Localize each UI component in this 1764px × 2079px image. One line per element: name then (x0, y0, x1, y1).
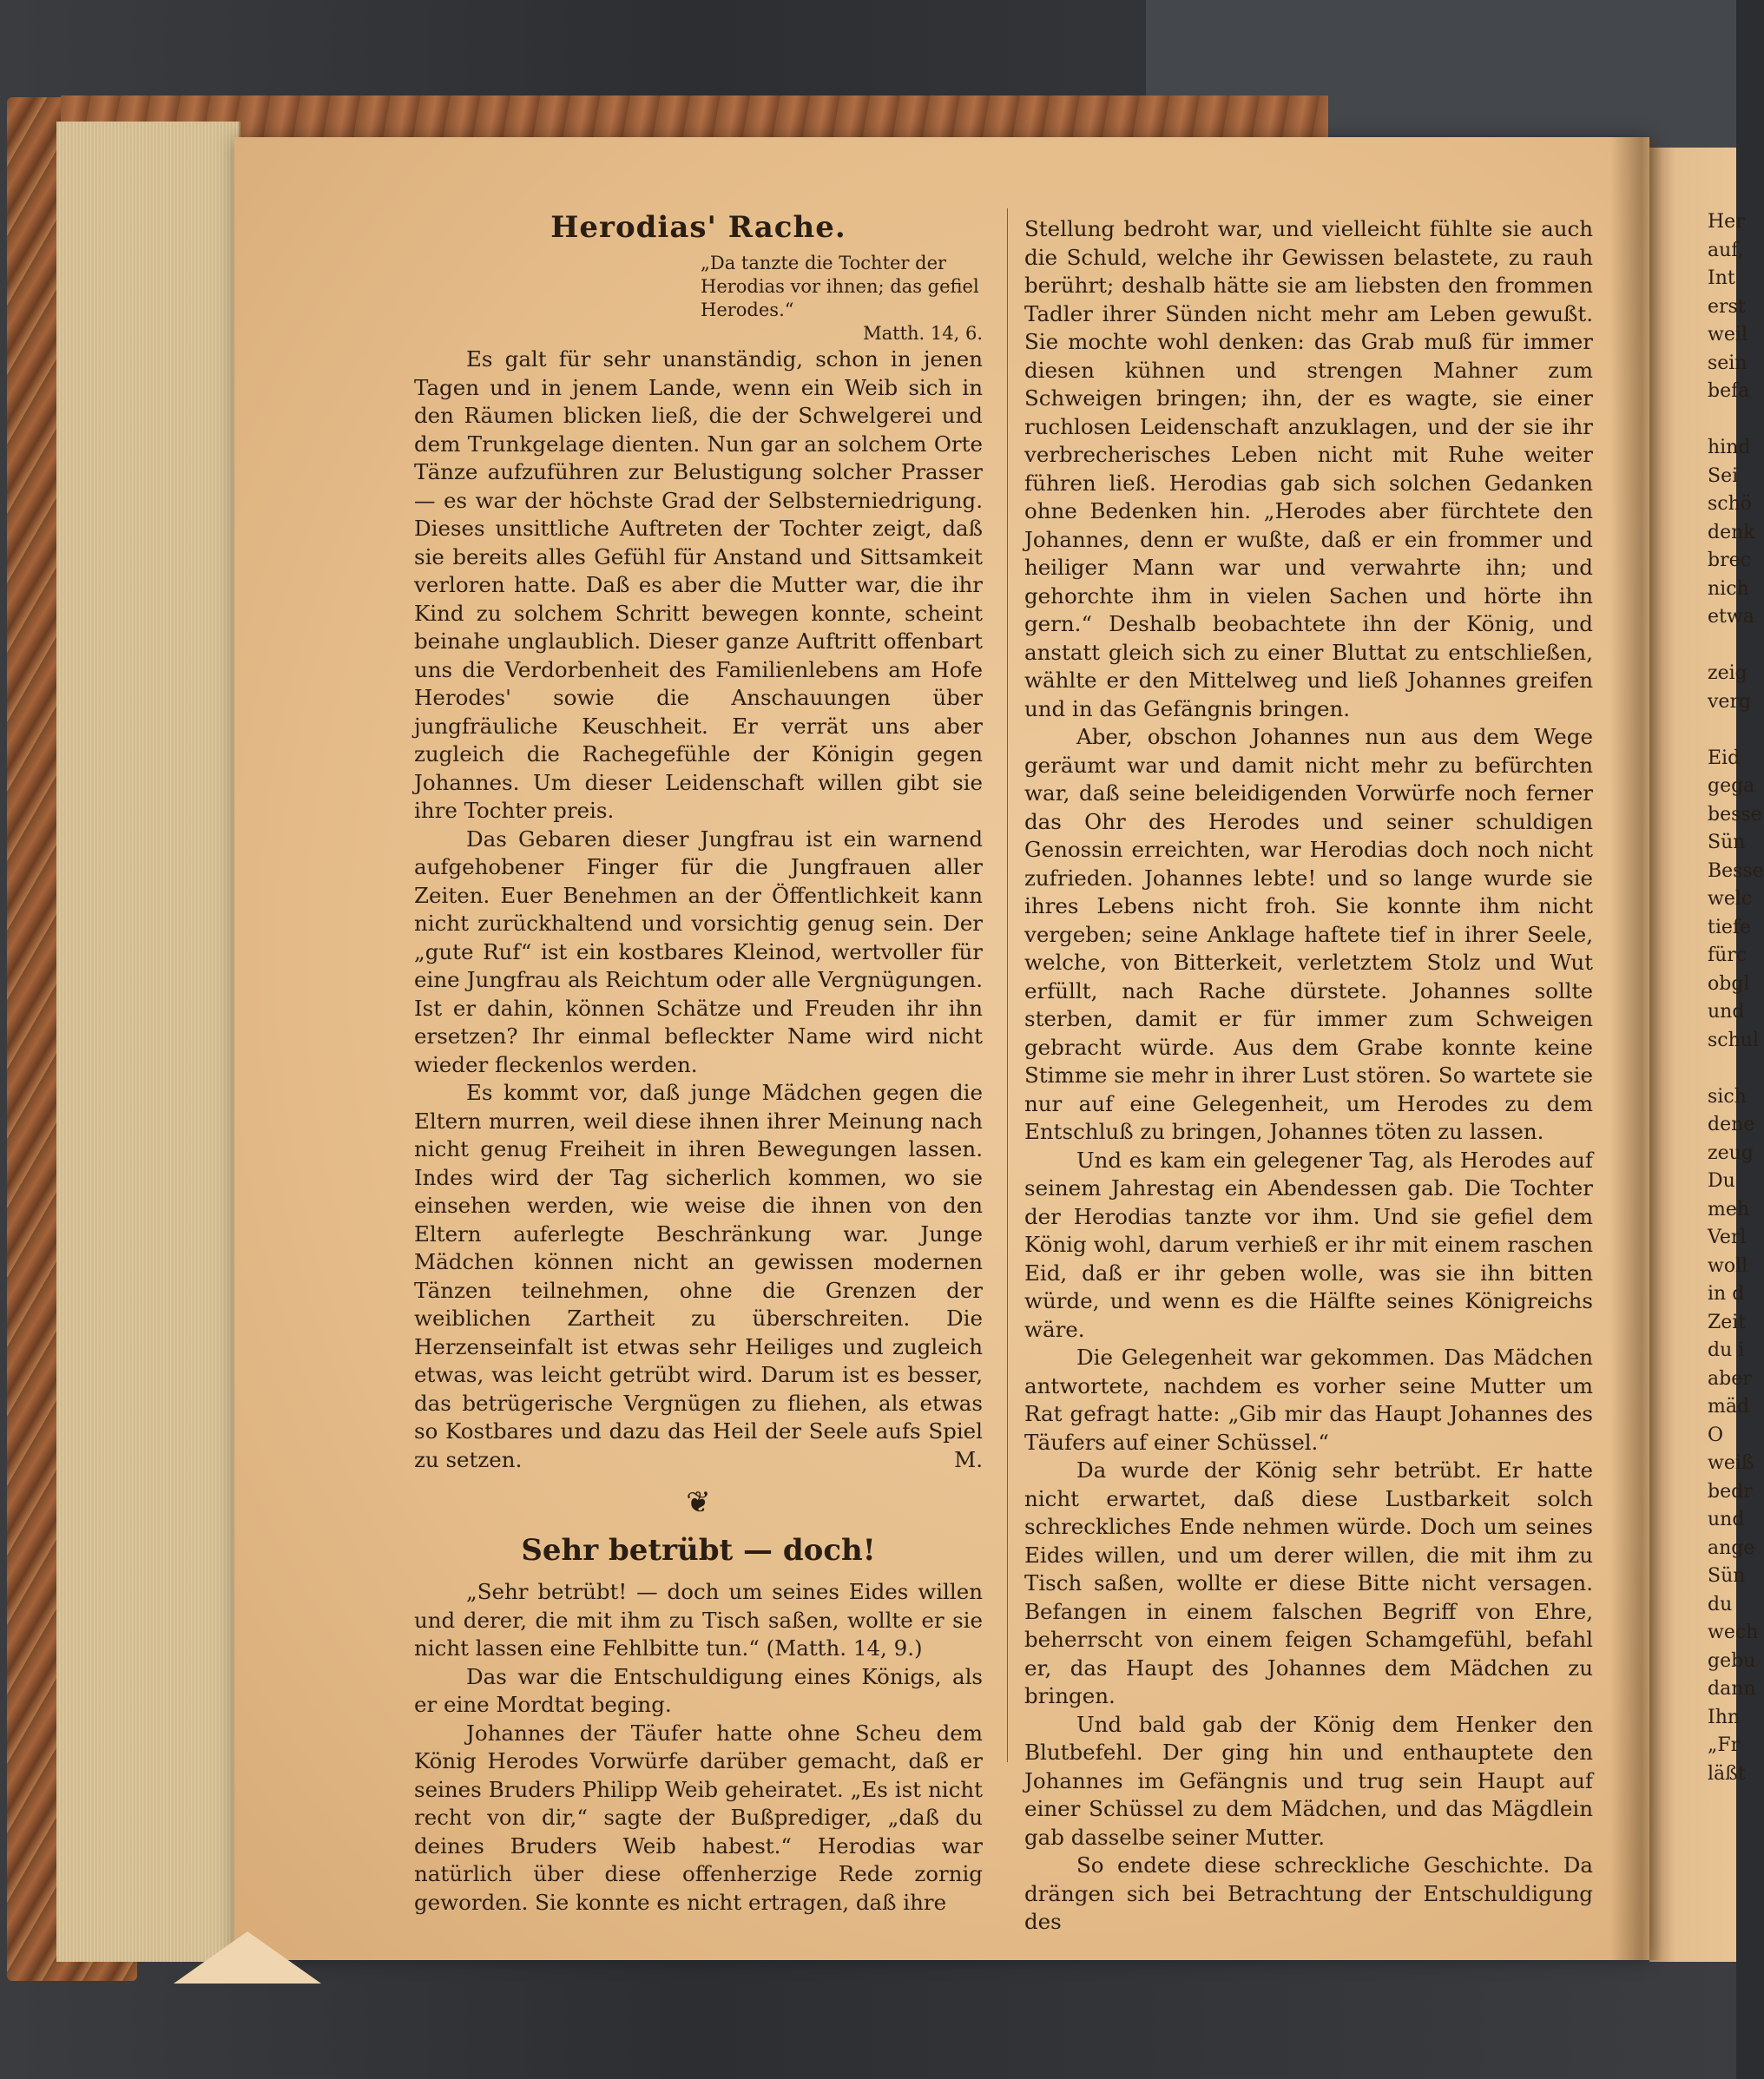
paragraph: Und es kam ein gelegener Tag, als Herodes auf seinem Jahrestag ein Abendessen gab. Die Tochter der Herodias tanzte vor ihm. Und sie gefiel dem König wohl, darum verhieß er ihr mit einem raschen Eid, daß er ihr geben wolle, was sie ihn bitten würde, und wenn es die Hälfte seines Königreichs wäre. (1024, 1147, 1593, 1342)
paragraph: Und bald gab der König dem Henker den Blutbefehl. Der ging hin und enthauptete den Johannes im Gefängnis und trug sein Haupt auf einer Schüssel zu dem Mädchen, und das Mägdlein gab dasselbe seiner Mutter. (1024, 1711, 1593, 1850)
facing-page-fragment: Sei (1708, 464, 1739, 487)
facing-page-fragment: besse (1708, 803, 1762, 826)
facing-page-fragment: auf, (1708, 239, 1744, 261)
facing-page-fragment: fürc (1708, 944, 1748, 966)
facing-page-fragment: „Fr (1708, 1734, 1741, 1756)
facing-page-fragment: ange (1708, 1536, 1755, 1559)
paragraph: „Sehr betrübt! — doch um seines Eides willen und derer, die mit ihm zu Tisch saßen, wollte er sie nicht lassen eine Fehlbitte tun.“ (Matth. 14, 9.) (414, 1579, 983, 1661)
facing-page-fragment: läßt (1708, 1762, 1746, 1785)
facing-page-fragment: schö (1708, 493, 1753, 515)
facing-page-fragment: dene (1708, 1114, 1755, 1135)
facing-page-fragment: sich (1708, 1085, 1747, 1108)
facing-page-fragment (1708, 1055, 1736, 1083)
facing-page-fragment: weil (1708, 324, 1748, 345)
facing-page-fragment: Besse (1708, 859, 1764, 882)
paragraph: Da wurde der König sehr betrübt. Er hatte nicht erwartet, daß diese Lustbarkeit solch schreckliches Ende nehmen würde. Doch um seines Eides willen, und um derer willen, die mit ihm zu Tisch saßen, wollte er diese Bitte nicht versagen. Befangen in einem falschen Begriff von Ehre, beherrscht von einem feigen Schamgefühl, befahl er, das Haupt des Johannes dem Mädchen zu bringen. (1024, 1457, 1593, 1708)
facing-page-fragment: Her (1708, 211, 1745, 233)
facing-page-fragment: Du (1708, 1170, 1735, 1192)
facing-page-fragment: Eid (1708, 747, 1741, 769)
facing-page-text-fragments (1708, 208, 1764, 1788)
paragraph: Es galt für sehr unanständig, schon in jenen Tagen und in jenem Lande, wenn ein Weib sich in den Räumen blicken ließ, die der Schwelgerei und dem Trunkgelage dienten. Nun gar an solchem Orte Tänze aufzuführen zur Belustigung solcher Prasser — es war der höchste Grad der Selbsterniedrigung. Dieses unsittliche Auftreten der Tochter zeigt, daß sie bereits alles Gefühl für Anstand und Sittsamkeit verloren hatte. Daß es aber die Mutter war, die ihr Kind zu solchem Schritt bewegen konnte, scheint beinahe unglaublich. Dieser ganze Auftritt offenbart uns die Verdorbenheit des Familienlebens am Hofe Herodes' sowie die Anschauungen über jungfräuliche Keuschheit. Er verrät uns aber zugleich die Rachegefühle der Königin gegen Johannes. Um dieser Leidenschaft willen gibt sie ihre Tochter preis. (414, 346, 983, 823)
facing-page-fragment: meh (1708, 1198, 1750, 1220)
facing-page-fragment: zeig (1708, 662, 1748, 684)
paragraph: Das Gebaren dieser Jungfrau ist ein warnend aufgehobener Finger für die Jungfrauen aller Zeiten. Euer Benehmen an der Öffentlichkeit kann nicht zurückhaltend und vorsichtig genug sein. Der „gute Ruf“ ist ein kostbares Kleinod, wertvoller für eine Jungfrau als Reichtum oder alle Vergnügungen. Ist er dahin, können Schätze und Freuden ihr ihn ersetzen? Ihr einmal befleckter Name wird nicht wieder fleckenlos werden. (414, 826, 983, 1077)
facing-page-fragment: erst (1708, 295, 1746, 318)
facing-page-fragment: Ihn (1708, 1706, 1741, 1728)
paragraph: Aber, obschon Johannes nun aus dem Wege geräumt war und damit nicht mehr zu befürchten war, daß seine beleidigenden Vorwürfe noch ferner das Ohr des Herodes und seiner schuldigen Genossin erreichten, war Herodias doch noch nicht zufrieden. Johannes lebte! und so lange wurde sie ihres Lebens nicht froh. Sie konnte ihm nicht vergeben; seine Anklage haftete tief in ihrer Seele, welche, von Bitterkeit, verletztem Stolz und Wut erfüllt, nach Rache dürstete. Johannes sollte sterben, damit er für immer zum Schweigen gebracht würde. Aus dem Grabe konnte keine Stimme sie mehr in ihrer Lust stören. So wartete sie nur auf eine Gelegenheit, um Herodes zu dem Entschluß zu bringen, Johannes töten zu lassen. (1024, 724, 1593, 1144)
book-gutter (1610, 137, 1662, 1960)
facing-page-fragment: etwa (1708, 606, 1754, 628)
facing-page-fragment: Sün (1708, 832, 1746, 853)
facing-page-fragment: Zeit (1708, 1311, 1747, 1333)
paragraph: Stellung bedroht war, und vielleicht fühlte sie auch die Schuld, welche ihr Gewissen belastete, zu rauh berührt; deshalb hätte sie am liebsten den frommen Tadler ihrer Sünden nicht mehr am Leben gewußt. Sie mochte wohl denken: das Grab muß für immer diesen kühnen und strengen Mahner zum Schweigen bringen; ihn, der es wagte, sie einer ruchlosen Leidenschaft anzuklagen, und der sie ihr verbrecherisches Leben nicht mit Ruhe weiter führen ließ. Herodias gab sich solchen Gedanken ohne Bedenken hin. „Herodes aber fürchtete den Johannes, denn er wußte, daß er ein frommer und heiliger Mann war und verwahrte ihn; und gehorchte ihm in vielen Sachen und hörte ihn gern.“ Deshalb beobachtete ihn der König, und anstatt gleich sich zu einer Bluttat zu entschließen, wählte er den Mittelweg und ließ Johannes greifen und in das Gefängnis bringen. (1024, 216, 1593, 721)
article-title-betruebt: Sehr betrübt — doch! (521, 1533, 876, 1568)
facing-page-fragment: nich (1708, 577, 1749, 600)
facing-page-fragment: und (1708, 1509, 1745, 1530)
ornament-icon: ❦ (686, 1485, 711, 1520)
facing-page-fragment: welc (1708, 888, 1753, 910)
facing-page-fragment: sein (1708, 352, 1748, 374)
facing-page-fragment: gega (1708, 775, 1755, 797)
facing-page-fragment: denk (1708, 521, 1755, 543)
paragraph (414, 1079, 983, 1474)
facing-page-fragment (1708, 632, 1736, 661)
facing-page-fragment: Sün (1708, 1565, 1746, 1587)
facing-page-fragment: O (1708, 1424, 1724, 1446)
facing-page-fragment: Int (1708, 267, 1735, 289)
page-edges (56, 122, 240, 1962)
facing-page-fragment: aber (1708, 1367, 1752, 1390)
page-corner-tab (174, 1931, 321, 1984)
facing-page-fragment: wech (1708, 1622, 1759, 1643)
motto-reference: Matth. 14, 6. (863, 323, 983, 344)
facing-page-fragment: in d (1708, 1283, 1745, 1305)
facing-page-fragment: verg (1708, 690, 1752, 713)
facing-page-fragment: zeug (1708, 1141, 1754, 1164)
facing-page-fragment: dann (1708, 1678, 1756, 1700)
facing-page-fragment: Verl (1708, 1227, 1747, 1248)
facing-page-fragment: tiefe (1708, 916, 1752, 938)
book-cover-top (61, 95, 1328, 139)
facing-page-fragment: mäd (1708, 1396, 1750, 1418)
facing-page-fragment: brec (1708, 549, 1751, 571)
paragraph-text: Es kommt vor, daß junge Mädchen gegen die Eltern murren, weil diese ihnen ihrer Meinung nach nicht genug Freiheit in ihren Bewegungen lassen. Indes wird der Tag sicherlich kommen, wo sie einsehen werden, wie weise die ihnen von den Eltern auferlegte Beschränkung war. Junge Mädchen können nicht an gewissen modernen Tänzen teilnehmen, ohne die Grenzen der weiblichen Zartheit zu überschreiten. Die Herzenseinfalt ist etwas sehr Heiliges und zugleich etwas, was leicht getrübt wird. Darum ist es besser, das betrügerische Vergnügen zu fliehen, als etwas so Kostbares und dazu das Heil der Seele aufs Spiel zu setzen. (414, 1080, 983, 1472)
facing-page-fragment: du (1708, 1593, 1733, 1615)
right-column (1024, 215, 1593, 1937)
paragraph: Johannes der Täufer hatte ohne Scheu dem König Herodes Vorwürfe darüber gemacht, daß er seines Bruders Philipp Weib geheiratet. „Es ist nicht recht von dir,“ sagte der Bußprediger, „daß du deines Bruders Weib habest.“ Herodias war natürlich über diese offenherzige Rede zornig geworden. Sie konnte es nicht ertragen, daß ihre (414, 1720, 983, 1915)
facing-page-fragment: du i (1708, 1339, 1745, 1361)
facing-page-fragment: befa (1708, 380, 1750, 402)
facing-page-fragment: hind (1708, 437, 1751, 458)
column-divider (1007, 208, 1008, 1762)
facing-page-fragment: gebu (1708, 1649, 1756, 1672)
paragraph: Das war die Entschuldigung eines Königs, als er eine Mordtat beging. (414, 1663, 983, 1717)
facing-page-fragment (1708, 406, 1736, 435)
author-signature: M. (954, 1446, 983, 1472)
facing-page-fragment: schul (1708, 1029, 1759, 1051)
facing-page-fragment: woll (1708, 1254, 1748, 1277)
article-motto (701, 252, 983, 345)
facing-page-fragment (1708, 716, 1736, 745)
motto-text: „Da tanzte die Tochter der Herodias vor ihnen; das gefiel Herodes.“ (701, 253, 979, 320)
facing-page-fragment: bedr (1708, 1480, 1753, 1503)
left-column (414, 208, 983, 1917)
facing-page-fragment: weiß (1708, 1452, 1754, 1474)
facing-page-fragment: und (1708, 1001, 1745, 1023)
paragraph: So endete diese schreckliche Geschichte. Da drängen sich bei Betrachtung der Entschuldigung des (1024, 1852, 1593, 1934)
article-title-herodias: Herodias' Rache. (550, 210, 846, 245)
paragraph: Die Gelegenheit war gekommen. Das Mädchen antwortete, nachdem es vorher seine Mutter um Rat gefragt hatte: „Gib mir das Haupt Johannes des Täufers auf einer Schüssel.“ (1024, 1345, 1593, 1455)
facing-page-fragment: obgl (1708, 972, 1750, 995)
